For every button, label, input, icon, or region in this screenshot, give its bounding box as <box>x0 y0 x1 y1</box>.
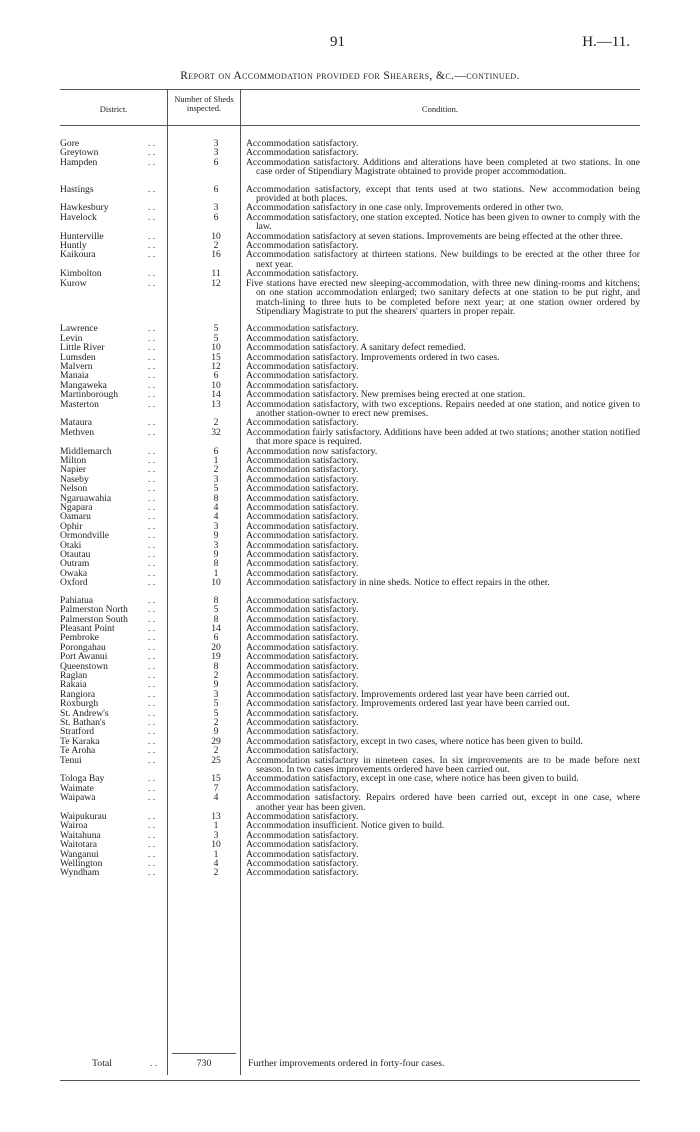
leader-dots: . . <box>148 530 156 542</box>
condition-cell: Accommodation satisfactory. <box>246 829 359 841</box>
district-cell: Queenstown <box>60 660 108 672</box>
district-cell: Otaki <box>60 539 82 551</box>
district-cell: Malvern <box>60 360 93 372</box>
condition-cell: Accommodation satisfactory. <box>246 679 359 691</box>
sheds-count-cell: 9 <box>213 530 219 542</box>
district-cell: Nelson <box>60 483 88 495</box>
leader-dots: . . <box>148 202 156 214</box>
district-cell: St. Bathan's <box>60 716 106 728</box>
table-row <box>60 428 640 447</box>
table-row <box>60 185 640 204</box>
leader-dots: . . <box>148 839 156 851</box>
sheds-count-cell: 3 <box>213 147 219 159</box>
leader-dots: . . <box>148 342 156 354</box>
condition-cell: Accommodation satisfactory. <box>246 417 359 429</box>
leader-dots: . . <box>148 240 156 252</box>
sheds-count-cell: 2 <box>213 417 219 429</box>
sheds-count-cell: 29 <box>211 735 221 747</box>
sheds-count-cell: 1 <box>213 455 219 466</box>
leader-dots: . . <box>148 577 156 589</box>
district-cell: Kurow <box>60 277 87 289</box>
leader-dots: . . <box>148 230 156 242</box>
sheds-count-cell: 11 <box>211 268 221 280</box>
leader-dots: . . <box>148 483 156 495</box>
district-cell: Otautau <box>60 549 91 561</box>
condition-cell: Accommodation satisfactory. <box>246 594 359 606</box>
sheds-count-cell: 8 <box>213 613 219 625</box>
leader-dots: . . <box>148 622 156 634</box>
district-cell: Palmerston South <box>60 613 128 625</box>
leader-dots: . . <box>148 323 156 335</box>
condition-cell: Accommodation satisfactory. <box>246 492 359 504</box>
district-cell: Wyndham <box>60 867 100 879</box>
sheds-count-cell: 8 <box>213 558 219 570</box>
sheds-count-cell: 3 <box>213 202 219 214</box>
sheds-count-cell: 16 <box>211 249 221 261</box>
district-cell: Ngapara <box>60 502 93 514</box>
condition-cell: Accommodation satisfactory, one station excepted. Notice has been given to owner to comply with the law. <box>246 211 640 233</box>
table-row <box>60 868 640 877</box>
sheds-count-cell: 19 <box>211 651 221 663</box>
district-cell: Raglan <box>60 669 88 681</box>
leader-dots: . . <box>148 792 156 804</box>
district-cell: Rakaia <box>60 679 87 691</box>
sheds-count-cell: 5 <box>213 604 219 616</box>
sheds-count-cell: 9 <box>213 549 219 561</box>
sheds-count-cell: 3 <box>213 539 219 551</box>
leader-dots: . . <box>148 417 156 429</box>
district-cell: Waipukurau <box>60 811 107 823</box>
condition-cell: Accommodation satisfactory, except in one case, where notice has been given to build. <box>246 773 579 785</box>
sheds-count-cell: 12 <box>211 360 221 372</box>
condition-cell: Accommodation satisfactory. <box>246 549 359 561</box>
district-cell: Napier <box>60 464 87 476</box>
district-cell: Lawrence <box>60 323 98 335</box>
leader-dots: . . <box>148 379 156 391</box>
condition-cell: Accommodation satisfactory. <box>246 632 359 644</box>
district-cell: Wellington <box>60 858 103 870</box>
sheds-count-cell: 1 <box>213 848 219 860</box>
condition-cell: Accommodation fairly satisfactory. Additions have been added at two stations; another station notified that more space is required. <box>246 426 640 448</box>
leader-dots: . . <box>148 829 156 841</box>
district-cell: St. Andrew's <box>60 707 109 719</box>
leader-dots: . . <box>148 669 156 681</box>
district-cell: Oxford <box>60 577 88 589</box>
condition-cell: Accommodation satisfactory. <box>246 240 359 252</box>
sheds-count-cell: 2 <box>213 240 219 252</box>
sheds-count-cell: 13 <box>211 811 221 823</box>
district-cell: Greytown <box>60 147 99 159</box>
district-cell: Waitahuna <box>60 829 101 841</box>
sheds-count-cell: 6 <box>213 370 219 382</box>
condition-cell: Accommodation satisfactory. Improvements ordered last year have been carried out. <box>246 698 570 710</box>
sheds-count-cell: 9 <box>213 679 219 691</box>
sheds-count-cell: 7 <box>213 782 219 794</box>
table-row <box>60 279 640 317</box>
leader-dots: . . <box>148 773 156 785</box>
district-cell: Palmerston North <box>60 604 128 616</box>
condition-cell: Accommodation satisfactory. <box>246 811 359 823</box>
condition-cell: Accommodation satisfactory. <box>246 530 359 542</box>
sheds-count-cell: 8 <box>213 594 219 606</box>
condition-cell: Accommodation satisfactory. <box>246 558 359 570</box>
leader-dots: . . <box>148 735 156 747</box>
district-cell: Stratford <box>60 726 95 738</box>
leader-dots: . . <box>148 745 156 757</box>
condition-cell: Accommodation satisfactory. <box>246 539 359 551</box>
sheds-count-cell: 14 <box>211 389 221 401</box>
condition-cell: Accommodation satisfactory. Repairs ordered have been carried out, except in one case, where another year has been given. <box>246 792 640 813</box>
leader-dots: . . <box>148 351 156 363</box>
sheds-count-cell: 8 <box>213 492 219 504</box>
condition-cell: Accommodation satisfactory. <box>246 613 359 625</box>
column-header-district: District. <box>99 104 128 114</box>
leader-dots: . . <box>148 445 156 457</box>
sheds-count-cell: 3 <box>213 688 219 700</box>
sheds-count-cell: 10 <box>211 379 221 391</box>
district-cell: Lumsden <box>60 351 96 363</box>
leader-dots: . . <box>148 811 156 823</box>
leader-dots: . . <box>148 632 156 644</box>
leader-dots: . . <box>148 211 156 223</box>
district-cell: Havelock <box>60 211 97 223</box>
condition-cell: Accommodation satisfactory, except in two cases, where notice has been given to build. <box>246 735 583 747</box>
district-cell: Rangiora <box>60 688 96 700</box>
table-row <box>60 578 640 587</box>
sheds-count-cell: 4 <box>213 858 219 870</box>
leader-dots: . . <box>148 539 156 551</box>
district-cell: Mataura <box>60 417 92 429</box>
district-cell: Waipawa <box>60 792 96 804</box>
district-cell: Roxburgh <box>60 698 99 710</box>
condition-cell: Accommodation satisfactory. <box>246 370 359 382</box>
district-cell: Hunterville <box>60 230 104 242</box>
sheds-count-cell: 3 <box>213 829 219 841</box>
condition-cell: Accommodation satisfactory at thirteen stations. New buildings to be erected at the other three for next year. <box>246 249 640 270</box>
condition-cell: Accommodation satisfactory. <box>246 745 359 757</box>
condition-cell: Accommodation satisfactory in nineteen cases. In six improvements are to be made before next season. In two cases improvements ordered have been carried out. <box>246 754 640 775</box>
district-cell: Port Awanui <box>60 651 108 663</box>
leader-dots: . . <box>148 502 156 514</box>
sheds-count-cell: 25 <box>211 754 221 766</box>
condition-cell: Accommodation insufficient. Notice given to build. <box>246 820 445 832</box>
sheds-count-cell: 6 <box>213 183 219 195</box>
page-number: 91 <box>330 34 345 50</box>
condition-cell: Accommodation satisfactory in nine sheds. Notice to effect repairs in the other. <box>246 577 550 589</box>
total-label: Total <box>92 1058 112 1069</box>
leader-dots: . . <box>148 156 156 168</box>
leader-dots: . . <box>148 558 156 570</box>
district-cell: Pahiatua <box>60 594 94 606</box>
condition-cell: Accommodation satisfactory. <box>246 726 359 738</box>
sheds-count-cell: 13 <box>211 398 221 410</box>
district-cell: Pleasant Point <box>60 622 115 634</box>
district-cell: Oamaru <box>60 511 91 523</box>
district-cell: Te Aroha <box>60 745 96 757</box>
condition-cell: Accommodation satisfactory. <box>246 839 359 851</box>
leader-dots: . . <box>148 726 156 738</box>
condition-cell: Accommodation satisfactory, except that tents used at two stations. New accommodation being provided at both places. <box>246 183 640 205</box>
sheds-count-cell: 1 <box>213 820 219 832</box>
report-title: Report on Accommodation provided for Shearers, &c.—continued. <box>180 70 520 82</box>
condition-cell: Accommodation satisfactory. <box>246 848 359 860</box>
district-cell: Kimbolton <box>60 268 102 280</box>
table-row <box>60 793 640 812</box>
sheds-count-cell: 5 <box>213 483 219 495</box>
sheds-count-cell: 3 <box>213 138 219 149</box>
condition-cell: Accommodation satisfactory. Improvements ordered in two cases. <box>246 351 500 363</box>
district-cell: Ngaruawahia <box>60 492 112 504</box>
sheds-count-cell: 6 <box>213 156 219 168</box>
district-cell: Ophir <box>60 520 83 532</box>
district-cell: Methven <box>60 426 95 438</box>
document-reference: H.—11. <box>582 34 630 50</box>
district-cell: Te Karaka <box>60 735 100 747</box>
district-cell: Masterton <box>60 398 99 410</box>
sheds-count-cell: 1 <box>213 567 219 579</box>
sheds-count-cell: 15 <box>211 773 221 785</box>
condition-cell: Accommodation satisfactory. <box>246 782 359 794</box>
leader-dots: . . <box>148 398 156 410</box>
district-cell: Waimate <box>60 782 94 794</box>
condition-cell: Accommodation satisfactory. <box>246 379 359 391</box>
total-leader: . . <box>150 1058 158 1069</box>
table-row <box>60 756 640 775</box>
condition-cell: Accommodation satisfactory. <box>246 520 359 532</box>
condition-cell: Accommodation satisfactory. <box>246 464 359 476</box>
sheds-count-cell: 2 <box>213 716 219 728</box>
sheds-count-cell: 4 <box>213 792 219 804</box>
leader-dots: . . <box>148 183 156 195</box>
condition-cell: Accommodation satisfactory. <box>246 660 359 672</box>
leader-dots: . . <box>148 492 156 504</box>
leader-dots: . . <box>148 594 156 606</box>
leader-dots: . . <box>148 651 156 663</box>
district-cell: Huntly <box>60 240 87 252</box>
sheds-count-cell: 10 <box>211 342 221 354</box>
condition-cell: Accommodation satisfactory. <box>246 567 359 579</box>
condition-cell: Accommodation satisfactory. <box>246 707 359 719</box>
leader-dots: . . <box>148 858 156 870</box>
table-top-rule <box>60 89 640 90</box>
condition-cell: Accommodation satisfactory. A sanitary defect remedied. <box>246 342 466 354</box>
column-header-condition: Condition. <box>421 104 459 114</box>
condition-cell: Accommodation satisfactory. <box>246 641 359 653</box>
sheds-count-cell: 3 <box>213 473 219 485</box>
condition-cell: Accommodation satisfactory. New premises being erected at one station. <box>246 389 526 401</box>
leader-dots: . . <box>148 567 156 579</box>
leader-dots: . . <box>148 455 156 466</box>
sheds-count-cell: 8 <box>213 660 219 672</box>
sheds-count-cell: 5 <box>213 707 219 719</box>
sheds-count-cell: 4 <box>213 502 219 514</box>
sheds-count-cell: 10 <box>211 230 221 242</box>
leader-dots: . . <box>148 464 156 476</box>
condition-cell: Accommodation satisfactory. <box>246 511 359 523</box>
sheds-count-cell: 20 <box>211 641 221 653</box>
condition-cell: Accommodation satisfactory. <box>246 268 359 280</box>
leader-dots: . . <box>148 473 156 485</box>
district-cell: Kaikoura <box>60 249 96 261</box>
condition-cell: Accommodation satisfactory. <box>246 867 359 879</box>
table-row <box>60 213 640 232</box>
district-cell: Tologa Bay <box>60 773 105 785</box>
sheds-count-cell: 9 <box>213 726 219 738</box>
condition-cell: Accommodation satisfactory, with two exceptions. Repairs needed at one station, and notice given to another station-owner to erect new premises. <box>246 398 640 419</box>
condition-cell: Accommodation satisfactory. <box>246 323 359 335</box>
condition-cell: Accommodation satisfactory. <box>246 716 359 728</box>
leader-dots: . . <box>148 277 156 289</box>
district-cell: Outram <box>60 558 90 570</box>
district-cell: Mangaweka <box>60 379 107 391</box>
district-cell: Wairoa <box>60 820 88 832</box>
sheds-count-cell: 6 <box>213 632 219 644</box>
condition-cell: Accommodation satisfactory. <box>246 604 359 616</box>
condition-cell: Accommodation satisfactory. <box>246 147 359 159</box>
district-cell: Hastings <box>60 183 94 195</box>
leader-dots: . . <box>148 754 156 766</box>
leader-dots: . . <box>148 604 156 616</box>
sheds-count-cell: 2 <box>213 464 219 476</box>
sheds-count-cell: 12 <box>211 277 221 289</box>
condition-cell: Accommodation satisfactory. <box>246 360 359 372</box>
sheds-count-cell: 6 <box>213 211 219 223</box>
condition-cell: Accommodation satisfactory. <box>246 332 359 344</box>
district-cell: Tenui <box>60 754 82 766</box>
sheds-count-cell: 3 <box>213 520 219 532</box>
condition-cell: Accommodation satisfactory. Additions and alterations have been completed at two stations. In one case order of Stipendiary Magistrate obtained to provide proper accommodation. <box>246 156 640 178</box>
condition-cell: Accommodation now satisfactory. <box>246 445 378 457</box>
sheds-count-cell: 2 <box>213 745 219 757</box>
district-cell: Hampden <box>60 156 98 168</box>
district-cell: Pembroke <box>60 632 99 644</box>
sheds-count-cell: 32 <box>211 426 221 438</box>
sheds-count-cell: 5 <box>213 332 219 344</box>
header-bottom-rule <box>60 125 640 126</box>
condition-cell: Accommodation satisfactory. <box>246 651 359 663</box>
sheds-count-cell: 2 <box>213 867 219 879</box>
sheds-count-cell: 14 <box>211 622 221 634</box>
sheds-count-cell: 10 <box>211 839 221 851</box>
leader-dots: . . <box>148 549 156 561</box>
district-cell: Wanganui <box>60 848 99 860</box>
district-cell: Manaia <box>60 370 89 382</box>
table-row <box>60 158 640 177</box>
district-cell: Waitotara <box>60 839 98 851</box>
district-cell: Levin <box>60 332 83 344</box>
district-cell: Naseby <box>60 473 89 485</box>
leader-dots: . . <box>148 426 156 438</box>
district-cell: Middlemarch <box>60 445 112 457</box>
sheds-count-cell: 10 <box>211 577 221 589</box>
leader-dots: . . <box>148 389 156 401</box>
table-bottom-rule <box>60 1080 640 1081</box>
leader-dots: . . <box>148 520 156 532</box>
condition-cell: Accommodation satisfactory. <box>246 138 359 149</box>
total-condition: Further improvements ordered in forty-four cases. <box>248 1058 445 1069</box>
district-cell: Little River <box>60 342 105 354</box>
leader-dots: . . <box>148 782 156 794</box>
sheds-count-cell: 15 <box>211 351 221 363</box>
leader-dots: . . <box>148 511 156 523</box>
condition-cell: Accommodation satisfactory. <box>246 858 359 870</box>
condition-cell: Accommodation satisfactory in one case only. Improvements ordered in other two. <box>246 202 564 214</box>
leader-dots: . . <box>148 268 156 280</box>
table-row <box>60 400 640 419</box>
leader-dots: . . <box>148 360 156 372</box>
condition-cell: Accommodation satisfactory. <box>246 455 359 466</box>
leader-dots: . . <box>148 660 156 672</box>
sheds-count-cell: 5 <box>213 323 219 335</box>
district-cell: Gore <box>60 138 80 149</box>
sheds-count-cell: 2 <box>213 669 219 681</box>
district-cell: Hawkesbury <box>60 202 109 214</box>
condition-cell: Accommodation satisfactory. <box>246 502 359 514</box>
district-cell: Martinborough <box>60 389 119 401</box>
leader-dots: . . <box>148 698 156 710</box>
leader-dots: . . <box>148 613 156 625</box>
condition-cell: Five stations have erected new sleeping-accommodation, with three new dining-rooms and kitchens; on one station accommodation enlarged; two sanitary defects at one station to be put right, and match-lining to three huts to be completed before next year; at one station owner ordered by Stipendiary Magistrate to put the shearers' quarters in proper repair. <box>246 277 640 317</box>
leader-dots: . . <box>148 249 156 261</box>
leader-dots: . . <box>148 147 156 159</box>
leader-dots: . . <box>148 820 156 832</box>
leader-dots: . . <box>148 370 156 382</box>
district-cell: Ormondville <box>60 530 110 542</box>
column-header-number: Number of Sheds inspected. <box>174 94 234 113</box>
leader-dots: . . <box>148 679 156 691</box>
sheds-count-cell: 5 <box>213 698 219 710</box>
condition-cell: Accommodation satisfactory. <box>246 483 359 495</box>
condition-cell: Accommodation satisfactory. <box>246 669 359 681</box>
table-row <box>60 250 640 269</box>
leader-dots: . . <box>148 716 156 728</box>
district-cell: Owaka <box>60 567 88 579</box>
condition-cell: Accommodation satisfactory. <box>246 622 359 634</box>
leader-dots: . . <box>148 848 156 860</box>
total-top-rule <box>172 1053 236 1054</box>
leader-dots: . . <box>148 688 156 700</box>
district-cell: Porongahau <box>60 641 106 653</box>
leader-dots: . . <box>148 867 156 879</box>
leader-dots: . . <box>148 707 156 719</box>
condition-cell: Accommodation satisfactory. Improvements ordered last year have been carried out. <box>246 688 570 700</box>
condition-cell: Accommodation satisfactory. <box>246 473 359 485</box>
leader-dots: . . <box>148 138 156 149</box>
leader-dots: . . <box>148 641 156 653</box>
condition-cell: Accommodation satisfactory at seven stations. Improvements are being effected at the other three. <box>246 230 623 242</box>
sheds-count-cell: 6 <box>213 445 219 457</box>
total-number: 730 <box>196 1058 212 1069</box>
district-cell: Milton <box>60 455 87 466</box>
accommodation-table <box>60 139 640 878</box>
sheds-count-cell: 4 <box>213 511 219 523</box>
leader-dots: . . <box>148 332 156 344</box>
